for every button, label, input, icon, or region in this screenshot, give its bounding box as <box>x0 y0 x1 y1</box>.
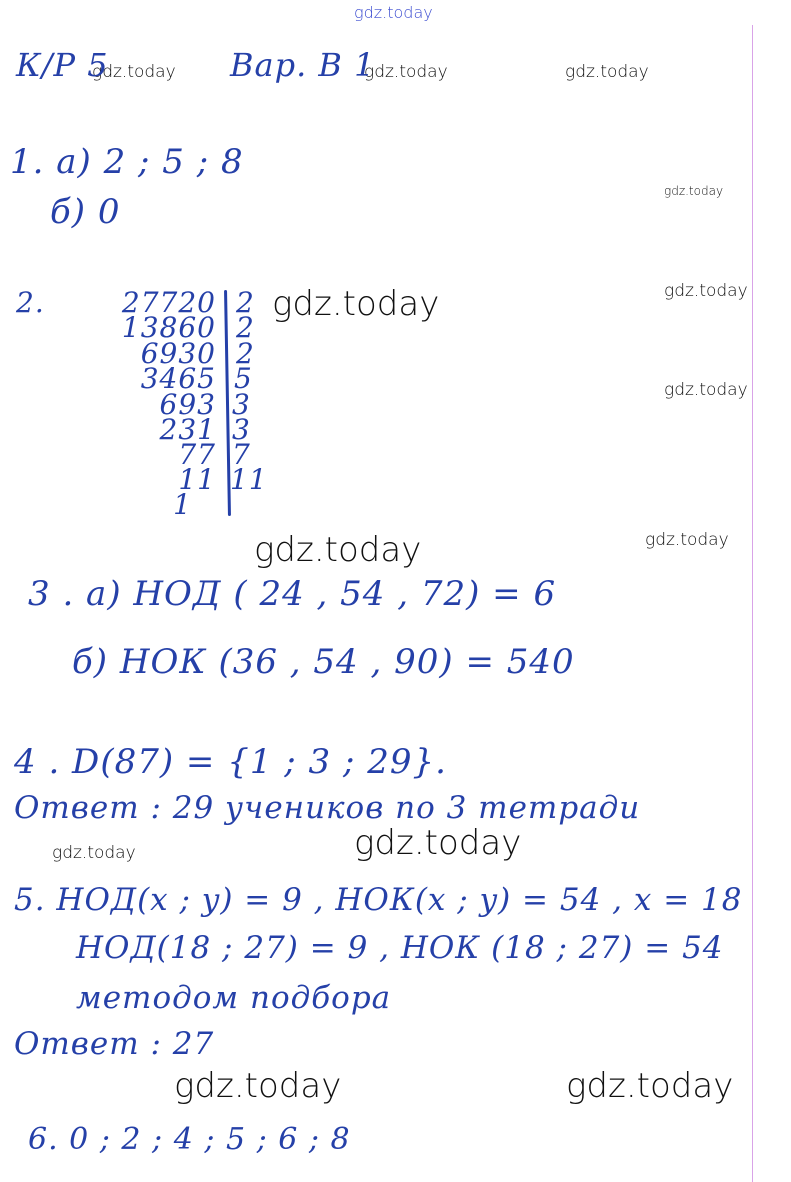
watermark: gdz.today <box>92 62 176 82</box>
work-title: К/Р 5 <box>16 46 109 84</box>
watermark: gdz.today <box>272 284 440 324</box>
divisor: 2 <box>236 337 255 370</box>
task5-line2: НОД(18 ; 27) = 9 , НОК (18 ; 27) = 54 <box>76 930 724 966</box>
divisor: 3 <box>232 413 251 446</box>
task4-answer: Ответ : 29 учеников по 3 тетради <box>14 790 641 826</box>
divisor: 3 <box>232 388 251 421</box>
watermark: gdz.today <box>354 823 522 863</box>
watermark: gdz.today <box>174 1066 342 1106</box>
divisor: 11 <box>230 463 268 496</box>
dividend: 11 <box>178 463 216 496</box>
watermark: gdz.today <box>645 530 729 550</box>
watermark: gdz.today <box>565 62 649 82</box>
watermark: gdz.today <box>664 380 748 400</box>
task3-b: б) НОК (36 , 54 , 90) = 540 <box>72 642 575 682</box>
divisor: 2 <box>236 286 255 319</box>
task1-b: б) 0 <box>50 192 121 232</box>
watermark: gdz.today <box>254 530 422 570</box>
task5-line1: 5. НОД(x ; y) = 9 , НОК(x ; y) = 54 , x = 18 <box>14 882 743 918</box>
page-margin-line <box>752 25 753 1182</box>
task1-a: 1. а) 2 ; 5 ; 8 <box>10 142 244 182</box>
variant-label: Вар. В 1 <box>230 46 376 84</box>
watermark: gdz.today <box>566 1066 734 1106</box>
dividend: 693 <box>159 388 216 421</box>
task5-answer: Ответ : 27 <box>14 1026 215 1062</box>
dividend: 231 <box>159 413 216 446</box>
divisor: 2 <box>236 311 255 344</box>
dividend: 6930 <box>140 337 216 370</box>
dividend: 77 <box>178 438 216 471</box>
watermark: gdz.today <box>664 184 724 198</box>
divisor: 7 <box>232 438 251 471</box>
task3-a: 3 . а) НОД ( 24 , 54 , 72) = 6 <box>28 574 557 614</box>
dividend: 13860 <box>121 311 216 344</box>
watermark: gdz.today <box>664 281 748 301</box>
dividend: 27720 <box>121 286 216 319</box>
task5-line3: методом подбора <box>76 980 392 1016</box>
divisor: 5 <box>234 362 253 395</box>
watermark-top: gdz.today <box>354 3 433 22</box>
watermark: gdz.today <box>52 843 136 863</box>
dividend: 1 <box>173 488 192 521</box>
watermark: gdz.today <box>364 62 448 82</box>
task4-line1: 4 . D(87) = {1 ; 3 ; 29}. <box>14 742 447 782</box>
task2-label: 2. <box>16 286 45 319</box>
dividend: 3465 <box>140 362 216 395</box>
task6-line: 6. 0 ; 2 ; 4 ; 5 ; 6 ; 8 <box>28 1122 351 1157</box>
